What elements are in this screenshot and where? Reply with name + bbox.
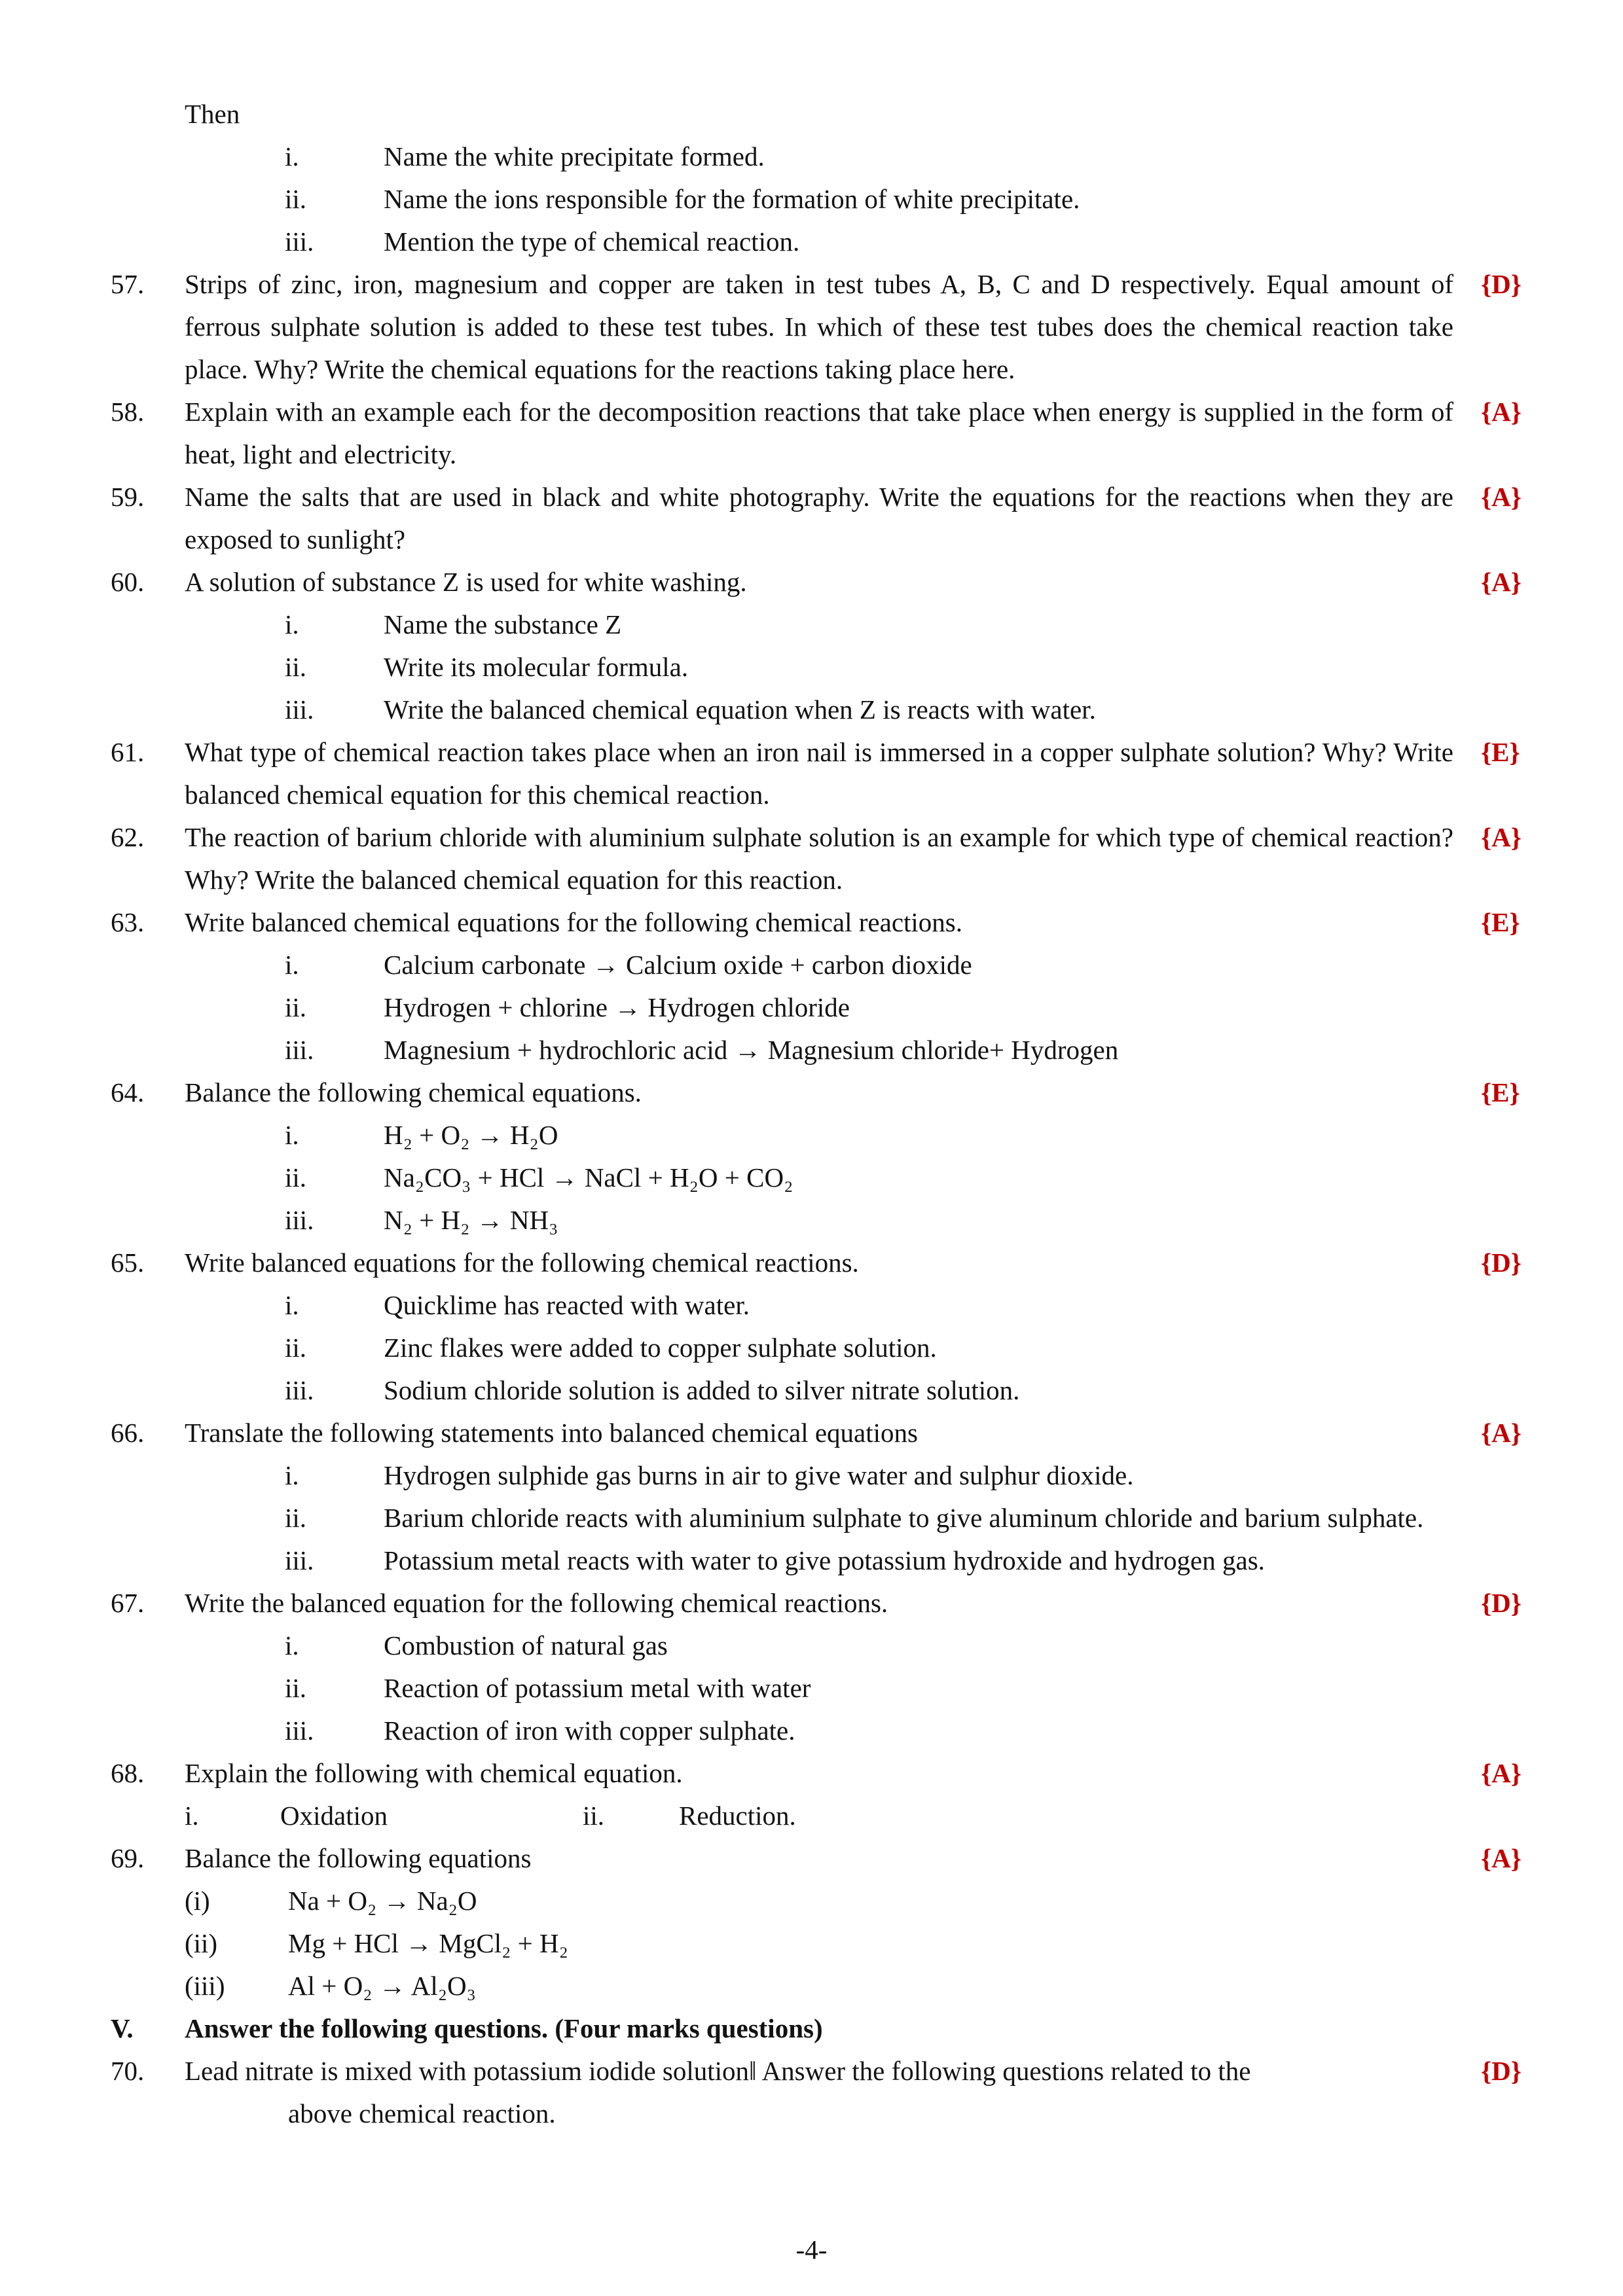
- question-65: [0, 1242, 1623, 1412]
- question-text: Translate the following statements into balanced chemical equations: [185, 1418, 918, 1448]
- list-item-label: iii.: [285, 1375, 314, 1405]
- question-tag: {D}: [1481, 269, 1522, 299]
- question-70: [0, 2050, 1623, 2135]
- chemical-equation: Na + O₂ → Na₂O: [288, 1886, 477, 1916]
- question-tag: {A}: [1481, 1418, 1522, 1448]
- question-tag: {D}: [1481, 1588, 1522, 1618]
- page-number: -4-: [795, 2234, 828, 2265]
- list-item: [185, 135, 1453, 178]
- question-text: Write the balanced equation for the following chemical reactions.: [185, 1588, 888, 1618]
- list-item: [185, 1157, 1453, 1199]
- list-item-label: ii.: [285, 184, 307, 214]
- list-item-label: iii.: [285, 1205, 314, 1235]
- question-tag: {A}: [1481, 397, 1522, 427]
- list-item-label: iii.: [285, 1715, 314, 1746]
- question-number: 58.: [111, 397, 145, 427]
- list-item-text: Mention the type of chemical reaction.: [384, 226, 800, 257]
- question-tag: {E}: [1481, 1077, 1520, 1107]
- question-number: 68.: [111, 1758, 145, 1788]
- question-number: 61.: [111, 737, 145, 767]
- section-number: V.: [111, 2013, 134, 2043]
- list-item-text: Oxidation: [280, 1801, 388, 1831]
- list-item-text: Sodium chloride solution is added to silver nitrate solution.: [384, 1375, 1020, 1405]
- question-number: 70.: [111, 2056, 145, 2086]
- list-item-label: i.: [185, 1801, 199, 1831]
- list-item: [185, 1114, 1453, 1157]
- list-item-text: Magnesium + hydrochloric acid → Magnesium chloride+ Hydrogen: [384, 1035, 1119, 1065]
- question-number: 69.: [111, 1843, 145, 1873]
- list-item-label: iii.: [285, 1035, 314, 1065]
- list-item: [185, 944, 1453, 986]
- list-item-text: Barium chloride reacts with aluminium sulphate to give aluminum chloride and barium sulphate.: [384, 1503, 1424, 1533]
- section-title: Answer the following questions. (Four marks questions): [185, 2013, 823, 2043]
- list-item: [185, 178, 1453, 221]
- list-item: [185, 1029, 1453, 1071]
- question-tag: {A}: [1481, 482, 1522, 512]
- question-tag: {A}: [1481, 1843, 1522, 1873]
- question-text: Name the salts that are used in black and white photography. Write the equations for the reactions when they are exposed to sunlight?: [185, 482, 1453, 554]
- question-text: Write balanced equations for the following chemical reactions.: [185, 1247, 859, 1278]
- list-item: [185, 1667, 1453, 1710]
- question-number: 59.: [111, 482, 145, 512]
- list-item-label: i.: [285, 1630, 299, 1660]
- question-tag: {E}: [1481, 907, 1520, 937]
- list-item-text: Quicklime has reacted with water.: [384, 1290, 750, 1320]
- list-item-label: (iii): [185, 1971, 225, 2001]
- list-item-text: Reaction of iron with copper sulphate.: [384, 1715, 795, 1746]
- list-item-label: (i): [185, 1886, 210, 1916]
- question-number: 66.: [111, 1418, 145, 1448]
- list-item-label: ii.: [285, 1673, 307, 1703]
- list-item-label: i.: [285, 1120, 299, 1150]
- list-item-label: i.: [285, 141, 299, 171]
- question-tag: {A}: [1481, 822, 1522, 852]
- list-item-text: Write the balanced chemical equation when Z is reacts with water.: [384, 694, 1096, 725]
- list-item-text: Name the substance Z: [384, 609, 622, 639]
- question-68: [0, 1752, 1623, 1837]
- question-tag: {E}: [1481, 737, 1520, 767]
- question-text: Write balanced chemical equations for the following chemical reactions.: [185, 907, 962, 937]
- section-heading: [0, 2007, 1623, 2050]
- list-item: [185, 1327, 1453, 1369]
- list-item: [185, 1922, 1453, 1965]
- list-item-label: iii.: [285, 694, 314, 725]
- question-number: 63.: [111, 907, 145, 937]
- question-number: 65.: [111, 1247, 145, 1278]
- chemical-equation: N₂ + H₂ → NH₃: [384, 1205, 558, 1235]
- question-67: [0, 1582, 1623, 1752]
- question-62: [0, 816, 1623, 901]
- question-number: 57.: [111, 269, 145, 299]
- list-item-text: Calcium carbonate → Calcium oxide + carbon dioxide: [384, 950, 972, 980]
- chemical-equation: Mg + HCl → MgCl₂ + H₂: [288, 1928, 568, 1958]
- question-text: The reaction of barium chloride with aluminium sulphate solution is an example for which type of chemical reaction? Why? Write the balanced chemical equation for this reaction.: [185, 822, 1453, 895]
- list-item-label: ii.: [285, 1333, 307, 1363]
- list-item-label: ii.: [583, 1801, 605, 1831]
- question-60: [0, 561, 1623, 731]
- list-item-text: Hydrogen + chlorine → Hydrogen chloride: [384, 992, 850, 1022]
- question-number: 67.: [111, 1588, 145, 1618]
- question-tag: {D}: [1481, 2056, 1522, 2086]
- list-item-text: Potassium metal reacts with water to give potassium hydroxide and hydrogen gas.: [384, 1545, 1265, 1575]
- list-item-label: i.: [285, 1460, 299, 1490]
- chemical-equation: Na₂CO₃ + HCl → NaCl + H₂O + CO₂: [384, 1162, 793, 1193]
- list-item-text: Zinc flakes were added to copper sulphate solution.: [384, 1333, 937, 1363]
- list-item: [185, 1369, 1453, 1412]
- list-item: [185, 986, 1453, 1029]
- question-58: [0, 391, 1623, 476]
- question-64: [0, 1071, 1623, 1242]
- list-item-label: ii.: [285, 992, 307, 1022]
- list-item-label: ii.: [285, 1503, 307, 1533]
- question-69: [0, 1837, 1623, 2007]
- question-text: Balance the following chemical equations.: [185, 1077, 642, 1107]
- question-number: 60.: [111, 567, 145, 597]
- list-item-text: Hydrogen sulphide gas burns in air to give water and sulphur dioxide.: [384, 1460, 1134, 1490]
- list-item-text: Reduction.: [679, 1801, 796, 1831]
- chemical-equation: Al + O₂ → Al₂O₃: [288, 1971, 476, 2001]
- list-item-label: iii.: [285, 1545, 314, 1575]
- question-61: [0, 731, 1623, 816]
- list-item-label: i.: [285, 950, 299, 980]
- list-item-text: Write its molecular formula.: [384, 652, 689, 682]
- question-57: [0, 263, 1623, 391]
- question-66: [0, 1412, 1623, 1582]
- list-item: [185, 646, 1453, 689]
- list-item-label: (ii): [185, 1928, 218, 1958]
- list-item: [185, 1454, 1453, 1497]
- question-text-continuation: above chemical reaction.: [288, 2098, 556, 2128]
- question-text: What type of chemical reaction takes place when an iron nail is immersed in a copper sulphate solution? Why? Write balanced chemical equation for this chemical reaction.: [185, 737, 1453, 810]
- intro-lead: Then: [185, 99, 240, 129]
- list-item: [185, 1624, 1453, 1667]
- list-item: [185, 1880, 1453, 1922]
- list-item: [185, 1965, 1453, 2007]
- list-item-text: Name the ions responsible for the formation of white precipitate.: [384, 184, 1080, 214]
- list-item: [185, 1284, 1453, 1327]
- list-item: [185, 603, 1453, 646]
- question-59: [0, 476, 1623, 561]
- list-item-label: i.: [285, 1290, 299, 1320]
- question-number: 62.: [111, 822, 145, 852]
- list-item: [185, 1497, 1453, 1539]
- question-tag: {A}: [1481, 567, 1522, 597]
- list-item: [185, 689, 1453, 731]
- list-item: [185, 1199, 1453, 1242]
- question-number: 64.: [111, 1077, 145, 1107]
- question-tag: {D}: [1481, 1247, 1522, 1278]
- list-item-text: Name the white precipitate formed.: [384, 141, 765, 171]
- chemical-equation: H₂ + O₂ → H₂O: [384, 1120, 558, 1150]
- list-item-label: ii.: [285, 652, 307, 682]
- question-63: [0, 901, 1623, 1071]
- list-item: [185, 221, 1453, 263]
- intro-block: [0, 93, 1623, 263]
- question-text: A solution of substance Z is used for white washing.: [185, 567, 747, 597]
- question-tag: {A}: [1481, 1758, 1522, 1788]
- inline-list: [185, 1795, 1453, 1837]
- list-item-label: iii.: [285, 226, 314, 257]
- list-item: [185, 1710, 1453, 1752]
- question-text: Explain with an example each for the decomposition reactions that take place when energy is supplied in the form of heat, light and electricity.: [185, 397, 1453, 469]
- question-text: Balance the following equations: [185, 1843, 532, 1873]
- list-item-label: i.: [285, 609, 299, 639]
- question-text: Lead nitrate is mixed with potassium iodide solution‖ Answer the following questions related to the: [185, 2056, 1251, 2086]
- list-item-text: Combustion of natural gas: [384, 1630, 668, 1660]
- question-text: Strips of zinc, iron, magnesium and copper are taken in test tubes A, B, C and D respectively. Equal amount of ferrous sulphate solution is added to these test tubes. In which of these test tubes does the chemical reaction take place. Why? Write the chemical equations for the reactions taking place here.: [185, 269, 1453, 384]
- list-item: [185, 1539, 1453, 1582]
- question-text: Explain the following with chemical equation.: [185, 1758, 683, 1788]
- list-item-text: Reaction of potassium metal with water: [384, 1673, 811, 1703]
- list-item-label: ii.: [285, 1162, 307, 1193]
